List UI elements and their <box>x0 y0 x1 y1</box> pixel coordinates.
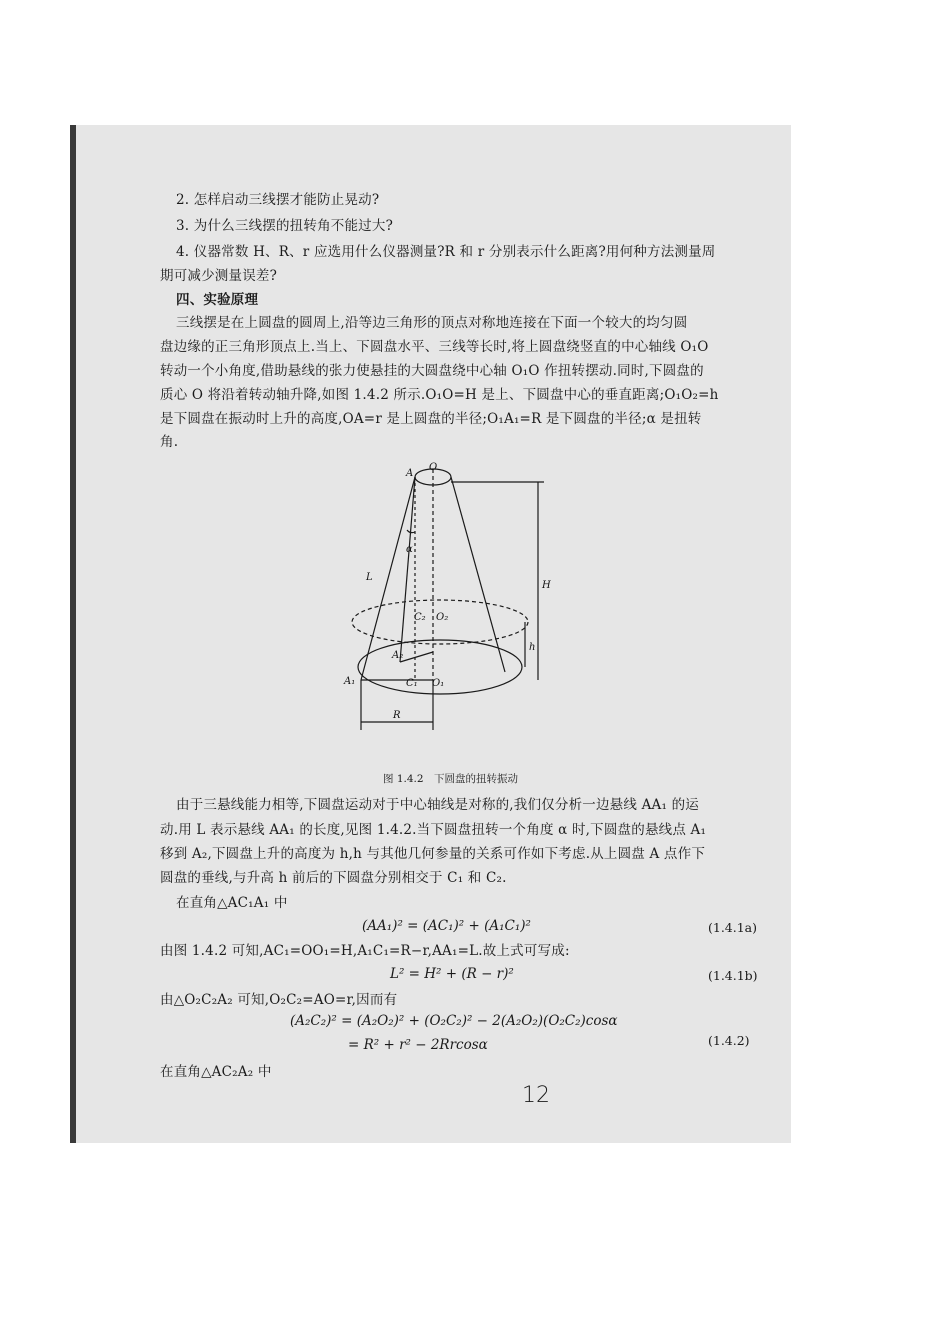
question-3: 3. 为什么三线摆的扭转角不能过大? <box>176 218 394 234</box>
label-A2: A₂ <box>392 650 404 661</box>
scanned-page <box>70 125 791 1143</box>
from-figure-text: 由图 1.4.2 可知,AC₁=OO₁=H,A₁C₁=R−r,AA₁=L.故上式可写成: <box>160 943 570 959</box>
equation-number-1a: (1.4.1a) <box>708 920 758 935</box>
principle-line: 盘边缘的正三角形顶点上.当上、下圆盘水平、三线等长时,将上圆盘绕竖直的中心轴线 O₁O <box>160 339 709 355</box>
label-O: O <box>429 462 438 473</box>
label-A: A <box>406 468 414 479</box>
equation-1-4-2-line-2: = R² + r² − 2Rrcosα <box>348 1037 488 1053</box>
label-C2: C₂ <box>414 612 426 623</box>
section-heading: 四、实验原理 <box>176 292 259 308</box>
analysis-line: 动.用 L 表示悬线 AA₁ 的长度,见图 1.4.2.当下圆盘扭转一个角度 α 时,下圆盘的悬线点 A₁ <box>160 822 707 838</box>
label-O1: O₁ <box>432 678 445 689</box>
triangle-1-text: 在直角△AC₁A₁ 中 <box>176 895 288 911</box>
analysis-line: 移到 A₂,下圆盘上升的高度为 h,h 与其他几何参量的关系可作如下考虑.从上圆盘 A 点作下 <box>160 846 706 862</box>
label-L: L <box>366 572 373 583</box>
analysis-line: 由于三悬线能力相等,下圆盘运动对于中心轴线是对称的,我们仅分析一边悬线 AA₁ 的运 <box>176 797 699 813</box>
principle-line: 角. <box>160 434 179 450</box>
label-alpha: α <box>406 544 413 555</box>
equation-1-4-1a: (AA₁)² = (AC₁)² + (A₁C₁)² <box>362 918 531 934</box>
analysis-line: 圆盘的垂线,与升高 h 前后的下圆盘分别相交于 C₁ 和 C₂. <box>160 870 507 886</box>
label-h: h <box>529 642 536 653</box>
principle-line: 质心 O 将沿着转动轴升降,如图 1.4.2 所示.O₁O=H 是上、下圆盘中心的垂直距离;O₁O₂=h <box>160 387 719 403</box>
question-4-line-1: 4. 仪器常数 H、R、r 应选用什么仪器测量?R 和 r 分别表示什么距离?用何种方法测量周 <box>176 244 716 260</box>
label-C1: C₁ <box>406 678 418 689</box>
from-triangle-text: 由△O₂C₂A₂ 可知,O₂C₂=AO=r,因而有 <box>160 992 398 1008</box>
question-4-line-2: 期可减少测量误差? <box>160 268 278 284</box>
equation-number-1b: (1.4.1b) <box>708 968 758 983</box>
equation-1-4-1b: L² = H² + (R − r)² <box>390 966 514 982</box>
principle-line: 三线摆是在上圆盘的圆周上,沿等边三角形的顶点对称地连接在下面一个较大的均匀圆 <box>176 315 688 331</box>
label-H: H <box>542 580 551 591</box>
principle-line: 转动一个小角度,借助悬线的张力使悬挂的大圆盘绕中心轴 O₁O 作扭转摆动.同时,下圆盘的 <box>160 363 704 379</box>
radius-line-A2 <box>400 652 433 662</box>
label-R: R <box>393 710 401 721</box>
torsion-pendulum-figure <box>340 462 580 747</box>
page-number: 12 <box>522 1083 550 1108</box>
label-O2: O₂ <box>436 612 449 623</box>
triangle-2-text: 在直角△AC₂A₂ 中 <box>160 1064 272 1080</box>
label-A1: A₁ <box>344 676 356 687</box>
equation-number-2: (1.4.2) <box>708 1033 750 1048</box>
question-2: 2. 怎样启动三线摆才能防止晃动? <box>176 192 380 208</box>
equation-1-4-2-line-1: (A₂C₂)² = (A₂O₂)² + (O₂C₂)² − 2(A₂O₂)(O₂C₂)cosα <box>290 1013 618 1029</box>
figure-caption: 图 1.4.2 下圆盘的扭转振动 <box>383 773 519 785</box>
principle-line: 是下圆盘在振动时上升的高度,OA=r 是上圆盘的半径;O₁A₁=R 是下圆盘的半径;α 是扭转 <box>160 411 702 427</box>
